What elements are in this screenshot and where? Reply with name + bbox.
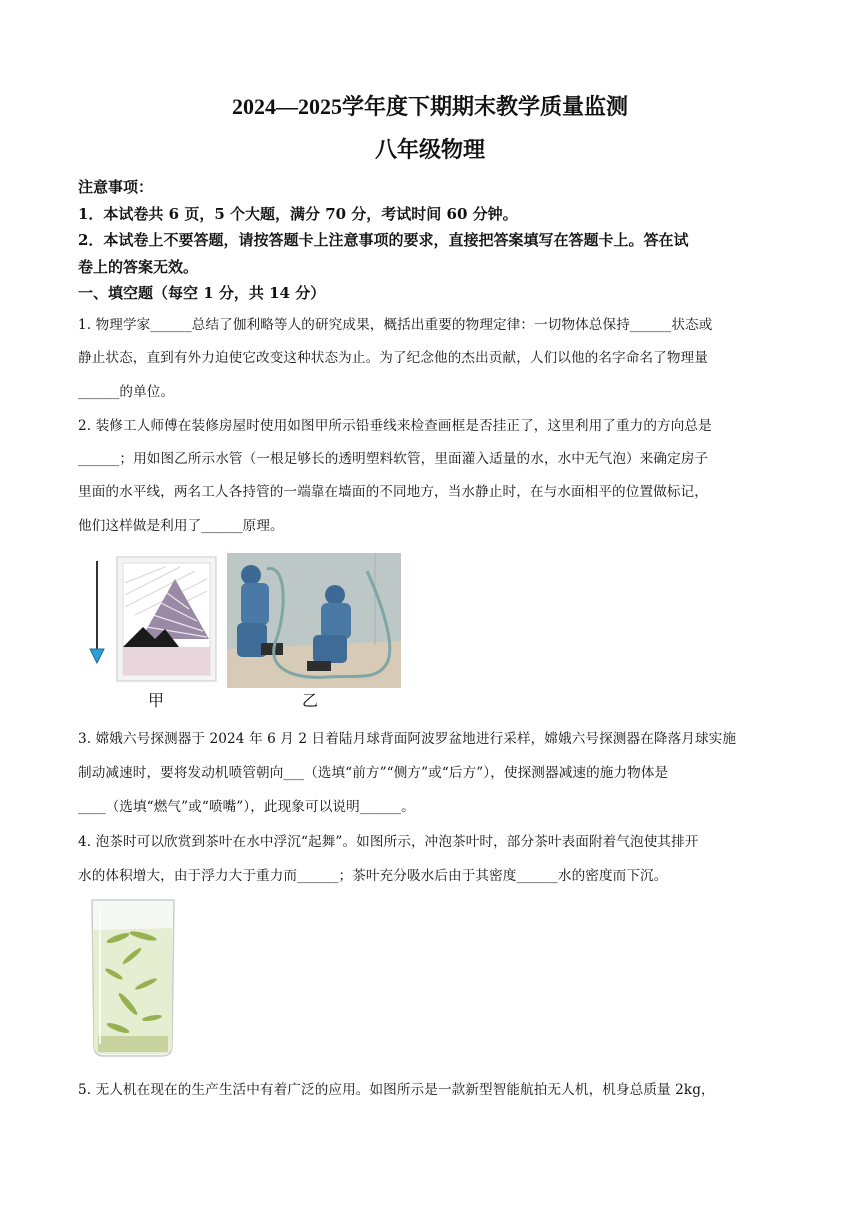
notice-item-1: 1．本试卷共 6 页，5 个大题，满分 70 分，考试时间 60 分钟。	[78, 205, 518, 223]
q5-line-1: 5. 无人机在现在的生产生活中有着广泛的应用。如图所示是一款新型智能航拍无人机，机身总质量 2kg，	[78, 1082, 715, 1098]
q4-line-1: 4. 泡茶时可以欣赏到茶叶在水中浮沉“起舞”。如图所示，冲泡茶叶时，部分茶叶表面附着气泡使其排开	[78, 834, 699, 850]
q4-line-2: 水的体积增大，由于浮力大于重力而______；茶叶充分吸水后由于其密度______水的密度而下沉。	[78, 868, 668, 884]
figure-jia-label: 甲	[148, 691, 165, 710]
q3-line-1: 3. 嫦娥六号探测器于 2024 年 6 月 2 日着陆月球背面阿波罗盆地进行采样，嫦娥六号探测器在降落月球实施	[78, 731, 737, 747]
q1-line-3: ______的单位。	[78, 384, 175, 400]
exam-subtitle: 八年级物理	[374, 137, 485, 162]
q3-line-2: 制动减速时，要将发动机喷管朝向___（选填“前方”“侧方”或“后方”），使探测器减速的施力物体是	[78, 765, 669, 781]
figure-yi-water-tube	[227, 553, 401, 688]
notice-heading: 注意事项：	[78, 178, 154, 196]
q1-line-2: 静止状态，直到有外力迫使它改变这种状态为止。为了纪念他的杰出贡献，人们以他的名字命名了物理量	[78, 350, 708, 366]
figure-jia-plumb-line	[85, 553, 220, 683]
q2-line-4: 他们这样做是利用了______原理。	[78, 518, 284, 534]
q2-line-1: 2. 装修工人师傅在装修房屋时使用如图甲所示铅垂线来检查画框是否挂正了，这里利用了重力的方向总是	[78, 418, 712, 434]
figure-yi-label: 乙	[302, 691, 319, 710]
q2-line-2: ______；用如图乙所示水管（一根足够长的透明塑料软管，里面灌入适量的水，水中无气泡）来确定房子	[78, 451, 709, 467]
q1-line-1: 1. 物理学家______总结了伽利略等人的研究成果，概括出重要的物理定律：一切物体总保持______状态或	[78, 317, 713, 333]
section-1-heading: 一、填空题（每空 1 分，共 14 分）	[78, 284, 326, 302]
notice-item-2-line-2: 卷上的答案无效。	[78, 258, 199, 276]
figure-tea-glass	[88, 896, 178, 1060]
exam-title: 2024—2025学年度下期期末教学质量监测	[231, 94, 628, 119]
notice-item-2-line-1: 2．本试卷上不要答题，请按答题卡上注意事项的要求，直接把答案填写在答题卡上。答在试	[78, 231, 689, 249]
q2-line-3: 里面的水平线，两名工人各持管的一端靠在墙面的不同地方，当水静止时，在与水面相平的位置做标记，	[78, 484, 708, 500]
q3-line-3: ____（选填“燃气”或“喷嘴”），此现象可以说明______。	[78, 799, 415, 815]
